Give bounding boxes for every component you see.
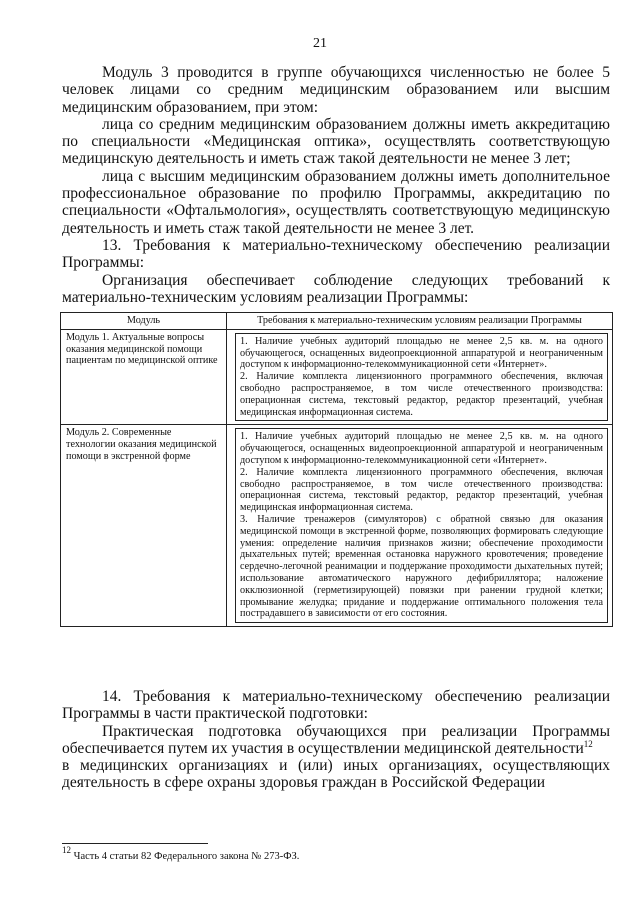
paragraph: лица со средним медицинским образованием должны иметь аккредитацию по специальности «Медицинская оптика», осуществлять соответствующую медицинскую деятельность и иметь стаж такой деятельности не менее 3 лет; [62, 115, 610, 168]
paragraph-continuation: в медицинских организациях и (или) иных организациях, осуществляющих деятельность в сфере охраны здоровья граждан в Российской Федерации [62, 757, 610, 792]
requirements-box [235, 428, 608, 623]
footnote [62, 845, 610, 862]
table-row [61, 329, 613, 425]
footnote-marker: 12 [62, 845, 71, 855]
body-text-top [62, 64, 610, 306]
requirements-box [235, 333, 608, 422]
table-row [61, 425, 613, 627]
requirement-item: 1. Наличие учебных аудиторий площадью не менее 2,5 кв. м. на одного обучающегося, оснащенных видеопроекционной аппаратурой и неограниченным доступом к информационно-телекоммуникационной сети «Интернет». [240, 335, 603, 371]
body-text-bottom [62, 688, 610, 792]
paragraph: Организация обеспечивает соблюдение следующих требований к материально-техническим условиям реализации Программы: [62, 271, 610, 306]
requirement-item: 1. Наличие учебных аудиторий площадью не менее 2,5 кв. м. на одного обучающегося, оснащенных видеопроекционной аппаратурой и неограниченным доступом к информационно-телекоммуникационной сети «Интернет». [240, 431, 603, 466]
footnote-text: Часть 4 статьи 82 Федерального закона № 273-ФЗ. [73, 851, 300, 862]
requirement-item: 2. Наличие комплекта лицензионного программного обеспечения, включая свободно распространяемое, в том числе отечественного производства: операционная система, текстовый редактор, редактор презентаций, учебная медицинская информационная система. [240, 371, 603, 418]
requirements-cell [227, 425, 613, 627]
footnote-divider [62, 843, 208, 844]
page-number: 21 [313, 36, 327, 51]
requirements-cell [227, 329, 613, 425]
section-heading-14: 14. Требования к материально-техническому обеспечению реализации Программы в части практической подготовки: [62, 688, 610, 723]
paragraph-text: Практическая подготовка обучающихся при реализации Программы обеспечивается путем их участия в осуществлении медицинской деятельности [62, 722, 610, 757]
table-header-row [61, 313, 613, 330]
section-heading-13: 13. Требования к материально-техническому обеспечению реализации Программы: [62, 236, 610, 272]
module-cell: Модуль 1. Актуальные вопросы оказания медицинской помощи пациентам по медицинской оптике [61, 329, 227, 425]
requirement-item: 3. Наличие тренажеров (симуляторов) с обратной связью для оказания медицинской помощи в экстренной форме, позволяющих формировать следующие умения: определение наличия признаков жизни; обеспечение проходимости дыхательных путей; временная остановка наружного кровотечения; проведение сердечно-легочной реанимации и поддержание проходимости дыхательных путей; использование автоматического наружного дефибриллятора; наложение окклюзионной (герметизирующей) повязки при ранении грудной клетки; промывание желудка; придание и поддержание оптимального положения тела пострадавшего в зависимости от его состояния. [240, 513, 603, 620]
footnote-reference: 12 [583, 738, 593, 749]
paragraph [62, 723, 610, 758]
column-header-module: Модуль [61, 313, 227, 330]
paragraph: Модуль 3 проводится в группе обучающихся численностью не более 5 человек лицами со средним медицинским образованием или высшим медицинским образованием, при этом: [62, 64, 610, 116]
paragraph: лица с высшим медицинским образованием должны иметь дополнительное профессиональное образование по профилю Программы, аккредитацию по специальности «Офтальмология», осуществлять соответствующую медицинскую деятельность и иметь стаж такой деятельности не менее 3 лет. [62, 167, 610, 237]
requirements-table [60, 312, 613, 627]
module-cell: Модуль 2. Современные технологии оказания медицинской помощи в экстренной форме [61, 425, 227, 627]
column-header-requirements: Требования к материально-техническим условиям реализации Программы [227, 313, 613, 330]
requirement-item: 2. Наличие комплекта лицензионного программного обеспечения, включая свободно распространяемое, в том числе отечественного производства: операционная система, текстовый редактор, редактор презентаций, учебная медицинская информационная система. [240, 466, 603, 514]
